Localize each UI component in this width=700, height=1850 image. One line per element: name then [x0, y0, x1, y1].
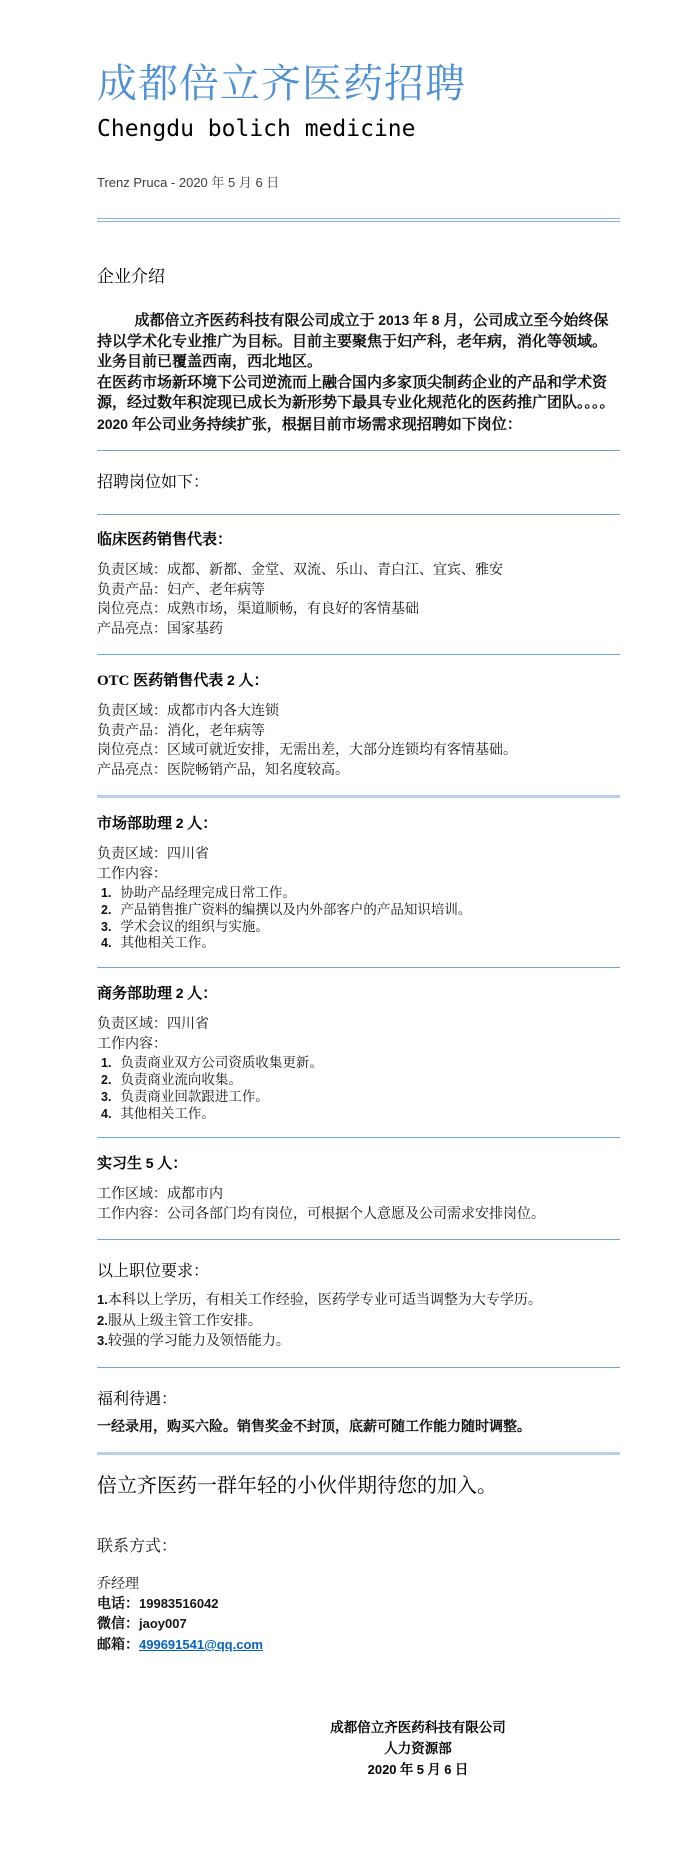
closing-statement: 倍立齐医药一群年轻的小伙伴期待您的加入。: [97, 1474, 497, 1497]
document-title: 成都倍立齐医药招聘: [97, 61, 466, 106]
section-divider-double: [97, 218, 620, 222]
signature-department: 人力资源部: [384, 1741, 452, 1757]
job-detail-line: 负责区域：成都、新都、金堂、双流、乐山、青白江、宜宾、雅安: [97, 563, 503, 578]
job-detail-line: 岗位亮点：区域可就近安排，无需出差，大部分连锁均有客情基础。: [97, 743, 517, 758]
job-section-otc-sales: [97, 670, 620, 780]
list-text: 服从上级主管工作安排。: [107, 1313, 262, 1329]
list-text: 本科以上学历，有相关工作经验，医药学专业可适当调整为大专学历。: [107, 1293, 542, 1309]
email-link[interactable]: 499691541@qq.com: [139, 1636, 263, 1652]
section-divider: [97, 450, 620, 451]
job-detail-line: 负责产品：妇产、老年病等: [97, 582, 265, 598]
list-item: [97, 1311, 620, 1332]
list-number: 1.: [101, 1056, 112, 1071]
wechat-id: jaoy007: [139, 1616, 187, 1632]
list-number: 2.: [101, 1072, 112, 1087]
job-detail-line: 工作内容：: [97, 1036, 167, 1052]
email-label: 邮箱：: [97, 1637, 139, 1653]
signature-company: 成都倍立齐医药科技有限公司: [330, 1720, 506, 1736]
list-item: [97, 1331, 620, 1352]
job-detail-line: 工作内容：: [97, 866, 167, 882]
recruit-heading: 招聘岗位如下：: [97, 474, 210, 491]
job-section-marketing-assistant: [97, 813, 620, 952]
list-text: 较强的学习能力及领悟能力。: [107, 1334, 290, 1350]
benefits-section: [97, 1389, 620, 1437]
intro-paragraph: 在医药市场新环境下公司逆流而上融合国内多家顶尖制药企业的产品和学术资源，经过数年积淀现已成长为新形势下最具专业化规范化的医药推广团队。。。。: [97, 374, 615, 411]
list-item: [97, 1072, 620, 1089]
requirements-section: [97, 1261, 620, 1352]
job-detail-line: 产品亮点：医院畅销产品，知名度较高。: [97, 762, 349, 778]
contact-person: 乔经理: [97, 1576, 139, 1592]
intro-paragraphs: [97, 310, 620, 435]
list-item: [97, 1089, 620, 1106]
list-number: 3.: [97, 1333, 108, 1349]
phone-number: 19983516042: [139, 1595, 219, 1611]
list-number: 3.: [101, 919, 112, 934]
intro-paragraph: 2020 年公司业务持续扩张，根据目前市场需求现招聘如下岗位：: [97, 415, 522, 433]
list-text: 协助产品经理完成日常工作。: [120, 885, 296, 900]
list-text: 产品销售推广资料的编撰以及内外部客户的产品知识培训。: [120, 901, 472, 917]
author-date-byline: Trenz Pruca - 2020 年 5 月 6 日: [97, 175, 280, 190]
signature-date: 2020 年 5 月 6 日: [367, 1762, 469, 1778]
section-divider: [97, 1367, 620, 1368]
list-item: [97, 1106, 620, 1123]
list-number: 2.: [101, 902, 112, 917]
section-divider: [97, 967, 620, 968]
job-title: 临床医药销售代表：: [97, 532, 233, 548]
job-detail-line: 负责区域：成都市内各大连锁: [97, 704, 279, 719]
job-detail-line: 负责区域：四川省: [97, 1017, 209, 1033]
job-title: OTC 医药销售代表 2 人：: [97, 672, 269, 689]
job-duty-list: [97, 1055, 620, 1122]
job-detail-line: 岗位亮点：成熟市场，渠道顺畅，有良好的客情基础: [97, 602, 419, 617]
list-number: 1.: [97, 1292, 108, 1308]
list-item: [97, 935, 620, 952]
list-number: 2.: [97, 1312, 108, 1328]
contact-section: [97, 1536, 620, 1656]
job-detail-line: 工作区域：成都市内: [97, 1187, 223, 1203]
list-number: 4.: [101, 936, 112, 951]
job-section-clinical-sales: [97, 530, 620, 639]
job-title: 市场部助理 2 人：: [97, 815, 218, 832]
contact-phone-line: [97, 1594, 620, 1615]
section-divider: [97, 1137, 620, 1138]
section-divider-light: [97, 1452, 620, 1455]
job-title: 商务部助理 2 人：: [97, 985, 218, 1003]
job-duty-list: [97, 885, 620, 952]
section-divider: [97, 654, 620, 655]
intro-heading: 企业介绍: [97, 267, 165, 286]
list-item: [97, 919, 620, 936]
list-text: 其他相关工作。: [120, 1105, 215, 1121]
list-item: [97, 885, 620, 902]
list-item: [97, 902, 620, 919]
section-divider: [97, 1239, 620, 1240]
job-section-business-assistant: [97, 983, 620, 1122]
phone-label: 电话：: [97, 1596, 139, 1612]
job-section-intern: [97, 1153, 620, 1224]
requirements-list: [97, 1290, 620, 1352]
job-detail-line: 负责区域：四川省: [97, 847, 209, 862]
benefits-text: 一经录用，购买六险。销售奖金不封顶，底薪可随工作能力随时调整。: [97, 1419, 531, 1435]
contact-email-line: [97, 1635, 620, 1656]
benefits-heading: 福利待遇：: [97, 1390, 178, 1408]
list-item: [97, 1290, 620, 1311]
list-text: 负责商业双方公司资质收集更新。: [120, 1055, 323, 1071]
requirements-heading: 以上职位要求：: [97, 1263, 210, 1281]
job-title: 实习生 5 人：: [97, 1155, 188, 1173]
list-text: 学术会议的组织与实施。: [120, 918, 269, 934]
job-detail-line: 产品亮点：国家基药: [97, 621, 223, 637]
list-item: [97, 1055, 620, 1072]
contact-wechat-line: [97, 1614, 620, 1635]
wechat-label: 微信：: [97, 1617, 139, 1633]
list-text: 负责商业流向收集。: [120, 1071, 242, 1087]
document-subtitle: Chengdu bolich medicine: [97, 116, 416, 142]
job-detail-line: 负责产品：消化，老年病等: [97, 723, 265, 739]
list-text: 负责商业回款跟进工作。: [120, 1088, 269, 1104]
list-number: 4.: [101, 1106, 112, 1121]
contact-heading: 联系方式：: [97, 1537, 178, 1555]
section-divider-light: [97, 795, 620, 798]
list-number: 1.: [101, 886, 112, 900]
list-number: 3.: [101, 1089, 112, 1104]
job-detail-line: 工作内容：公司各部门均有岗位，可根据个人意愿及公司需求安排岗位。: [97, 1206, 545, 1222]
list-text: 其他相关工作。: [120, 935, 215, 951]
section-divider: [97, 514, 620, 515]
intro-paragraph: 成都倍立齐医药科技有限公司成立于 2013 年 8 月，公司成立至今始终保持以学术化专业推广为目标。目前主要聚焦于妇产科，老年病，消化等领域。业务目前已覆盖西南，西北地区。: [97, 312, 609, 370]
